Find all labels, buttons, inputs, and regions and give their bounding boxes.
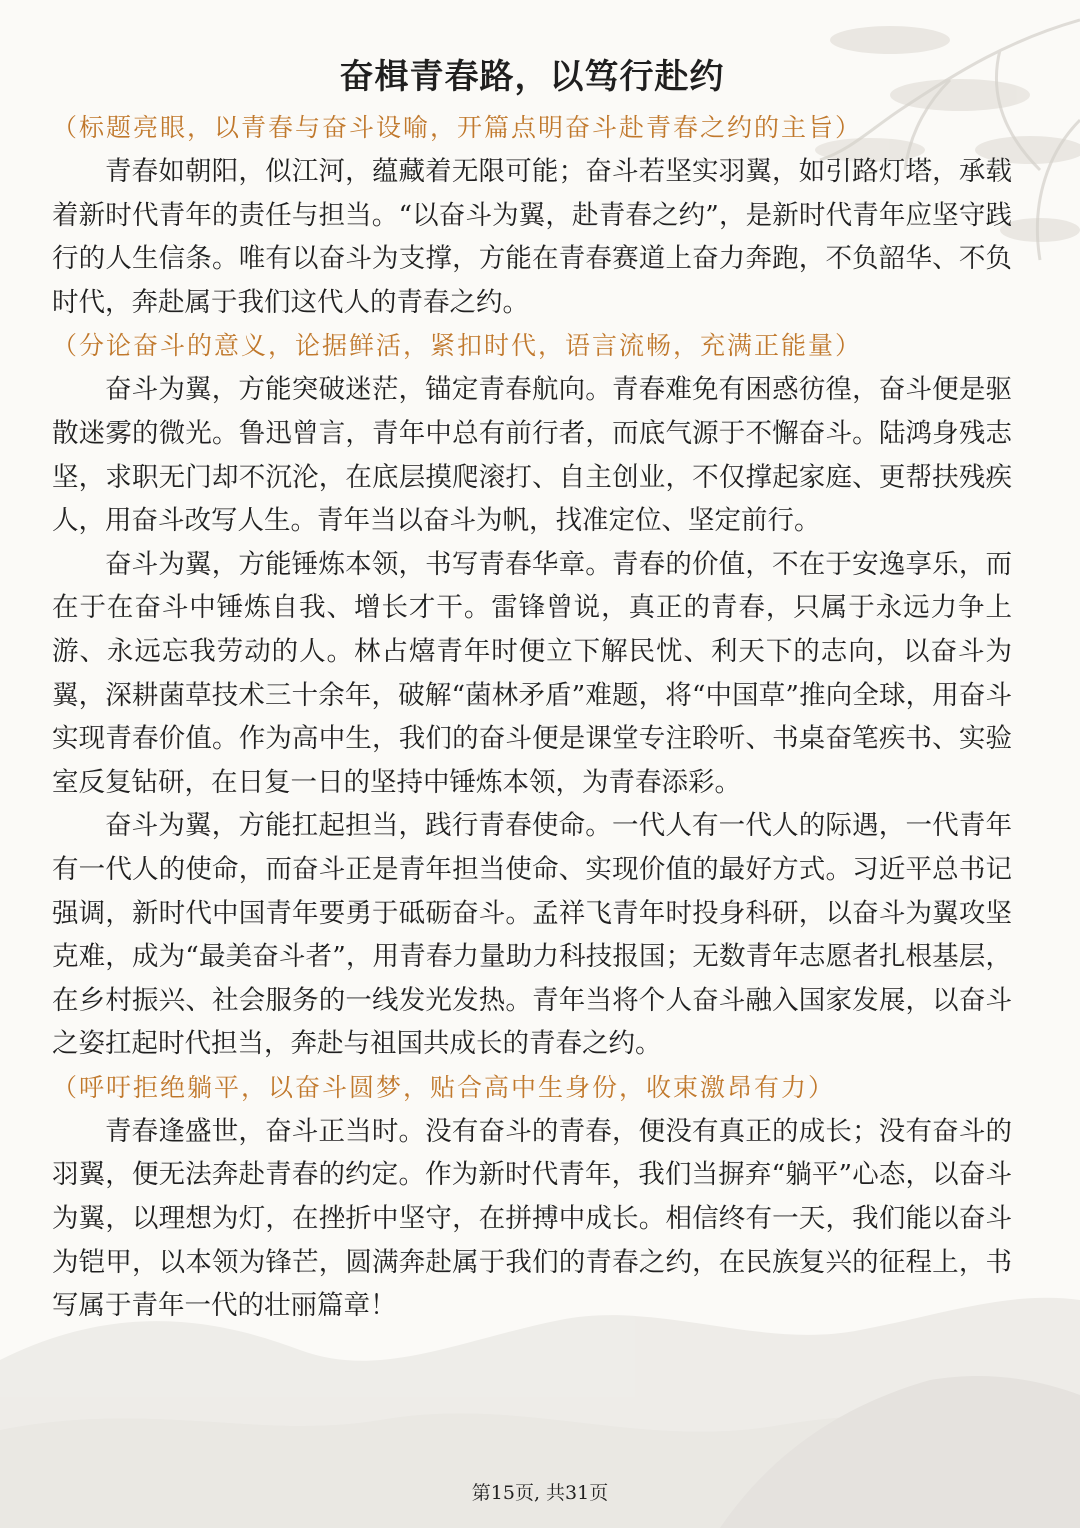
paragraph: 奋斗为翼，方能突破迷茫，锚定青春航向。青春难免有困惑彷徨，奋斗便是驱散迷雾的微光。鲁迅曾言，青年中总有前行者，而底气源于不懈奋斗。陆鸿身残志坚，求职无门却不沉沦，在底层摸爬滚打、自主创业，不仅撑起家庭、更帮扶残疾人，用奋斗改写人生。青年当以奋斗为帆，找准定位、坚定前行。 xyxy=(52,374,1012,537)
annotation-note: （标题亮眼，以青春与奋斗设喻，开篇点明奋斗赴青春之约的主旨） xyxy=(52,113,863,142)
document-body xyxy=(52,52,1012,1328)
paragraph: 奋斗为翼，方能锤炼本领，书写青春华章。青春的价值，不在于安逸享乐，而在于在奋斗中锤炼自我、增长才干。雷锋曾说，真正的青春，只属于永远力争上游、永远忘我劳动的人。林占熺青年时便立下解民忧、利天下的志向，以奋斗为翼，深耕菌草技术三十余年，破解“菌林矛盾”难题，将“中国草”推向全球，用奋斗实现青春价值。作为高中生，我们的奋斗便是课堂专注聆听、书桌奋笔疾书、实验室反复钻研，在日复一日的坚持中锤炼本领，为青春添彩。 xyxy=(52,548,1012,798)
page-number: 第15页, 共31页 xyxy=(471,1482,609,1504)
paragraph: 青春如朝阳，似江河，蕴藏着无限可能；奋斗若坚实羽翼，如引路灯塔，承载着新时代青年的责任与担当。“以奋斗为翼，赴青春之约”，是新时代青年应坚守践行的人生信条。唯有以奋斗为支撑，方能在青春赛道上奋力奔跑，不负韶华、不负时代，奔赴属于我们这代人的青春之约。 xyxy=(52,156,1012,318)
annotation-note: （呼吁拒绝躺平，以奋斗圆梦，贴合高中生身份，收束激昂有力） xyxy=(52,1072,836,1102)
paragraph: 奋斗为翼，方能扛起担当，践行青春使命。一代人有一代人的际遇，一代青年有一代人的使命，而奋斗正是青年担当使命、实现价值的最好方式。习近平总书记强调，新时代中国青年要勇于砥砺奋斗。孟祥飞青年时投身科研，以奋斗为翼攻坚克难，成为“最美奋斗者”，用青春力量助力科技报国；无数青年志愿者扎根基层，在乡村振兴、社会服务的一线发光发热。青年当将个人奋斗融入国家发展，以奋斗之姿扛起时代担当，奔赴与祖国共成长的青春之约。 xyxy=(52,810,1012,1060)
paragraph: 青春逢盛世，奋斗正当时。没有奋斗的青春，便没有真正的成长；没有奋斗的羽翼，便无法奔赴青春的约定。作为新时代青年，我们当摒弃“躺平”心态，以奋斗为翼，以理想为灯，在挫折中坚守，在拼搏中成长。相信终有一天，我们能以奋斗为铠甲，以本领为锋芒，圆满奔赴属于我们的青春之约，在民族复兴的征程上，书写属于青年一代的壮丽篇章！ xyxy=(52,1115,1012,1322)
annotation-note: （分论奋斗的意义，论据鲜活，紧扣时代，语言流畅，充满正能量） xyxy=(52,331,863,361)
page-title: 奋楫青春路，以笃行赴约 xyxy=(339,57,725,97)
